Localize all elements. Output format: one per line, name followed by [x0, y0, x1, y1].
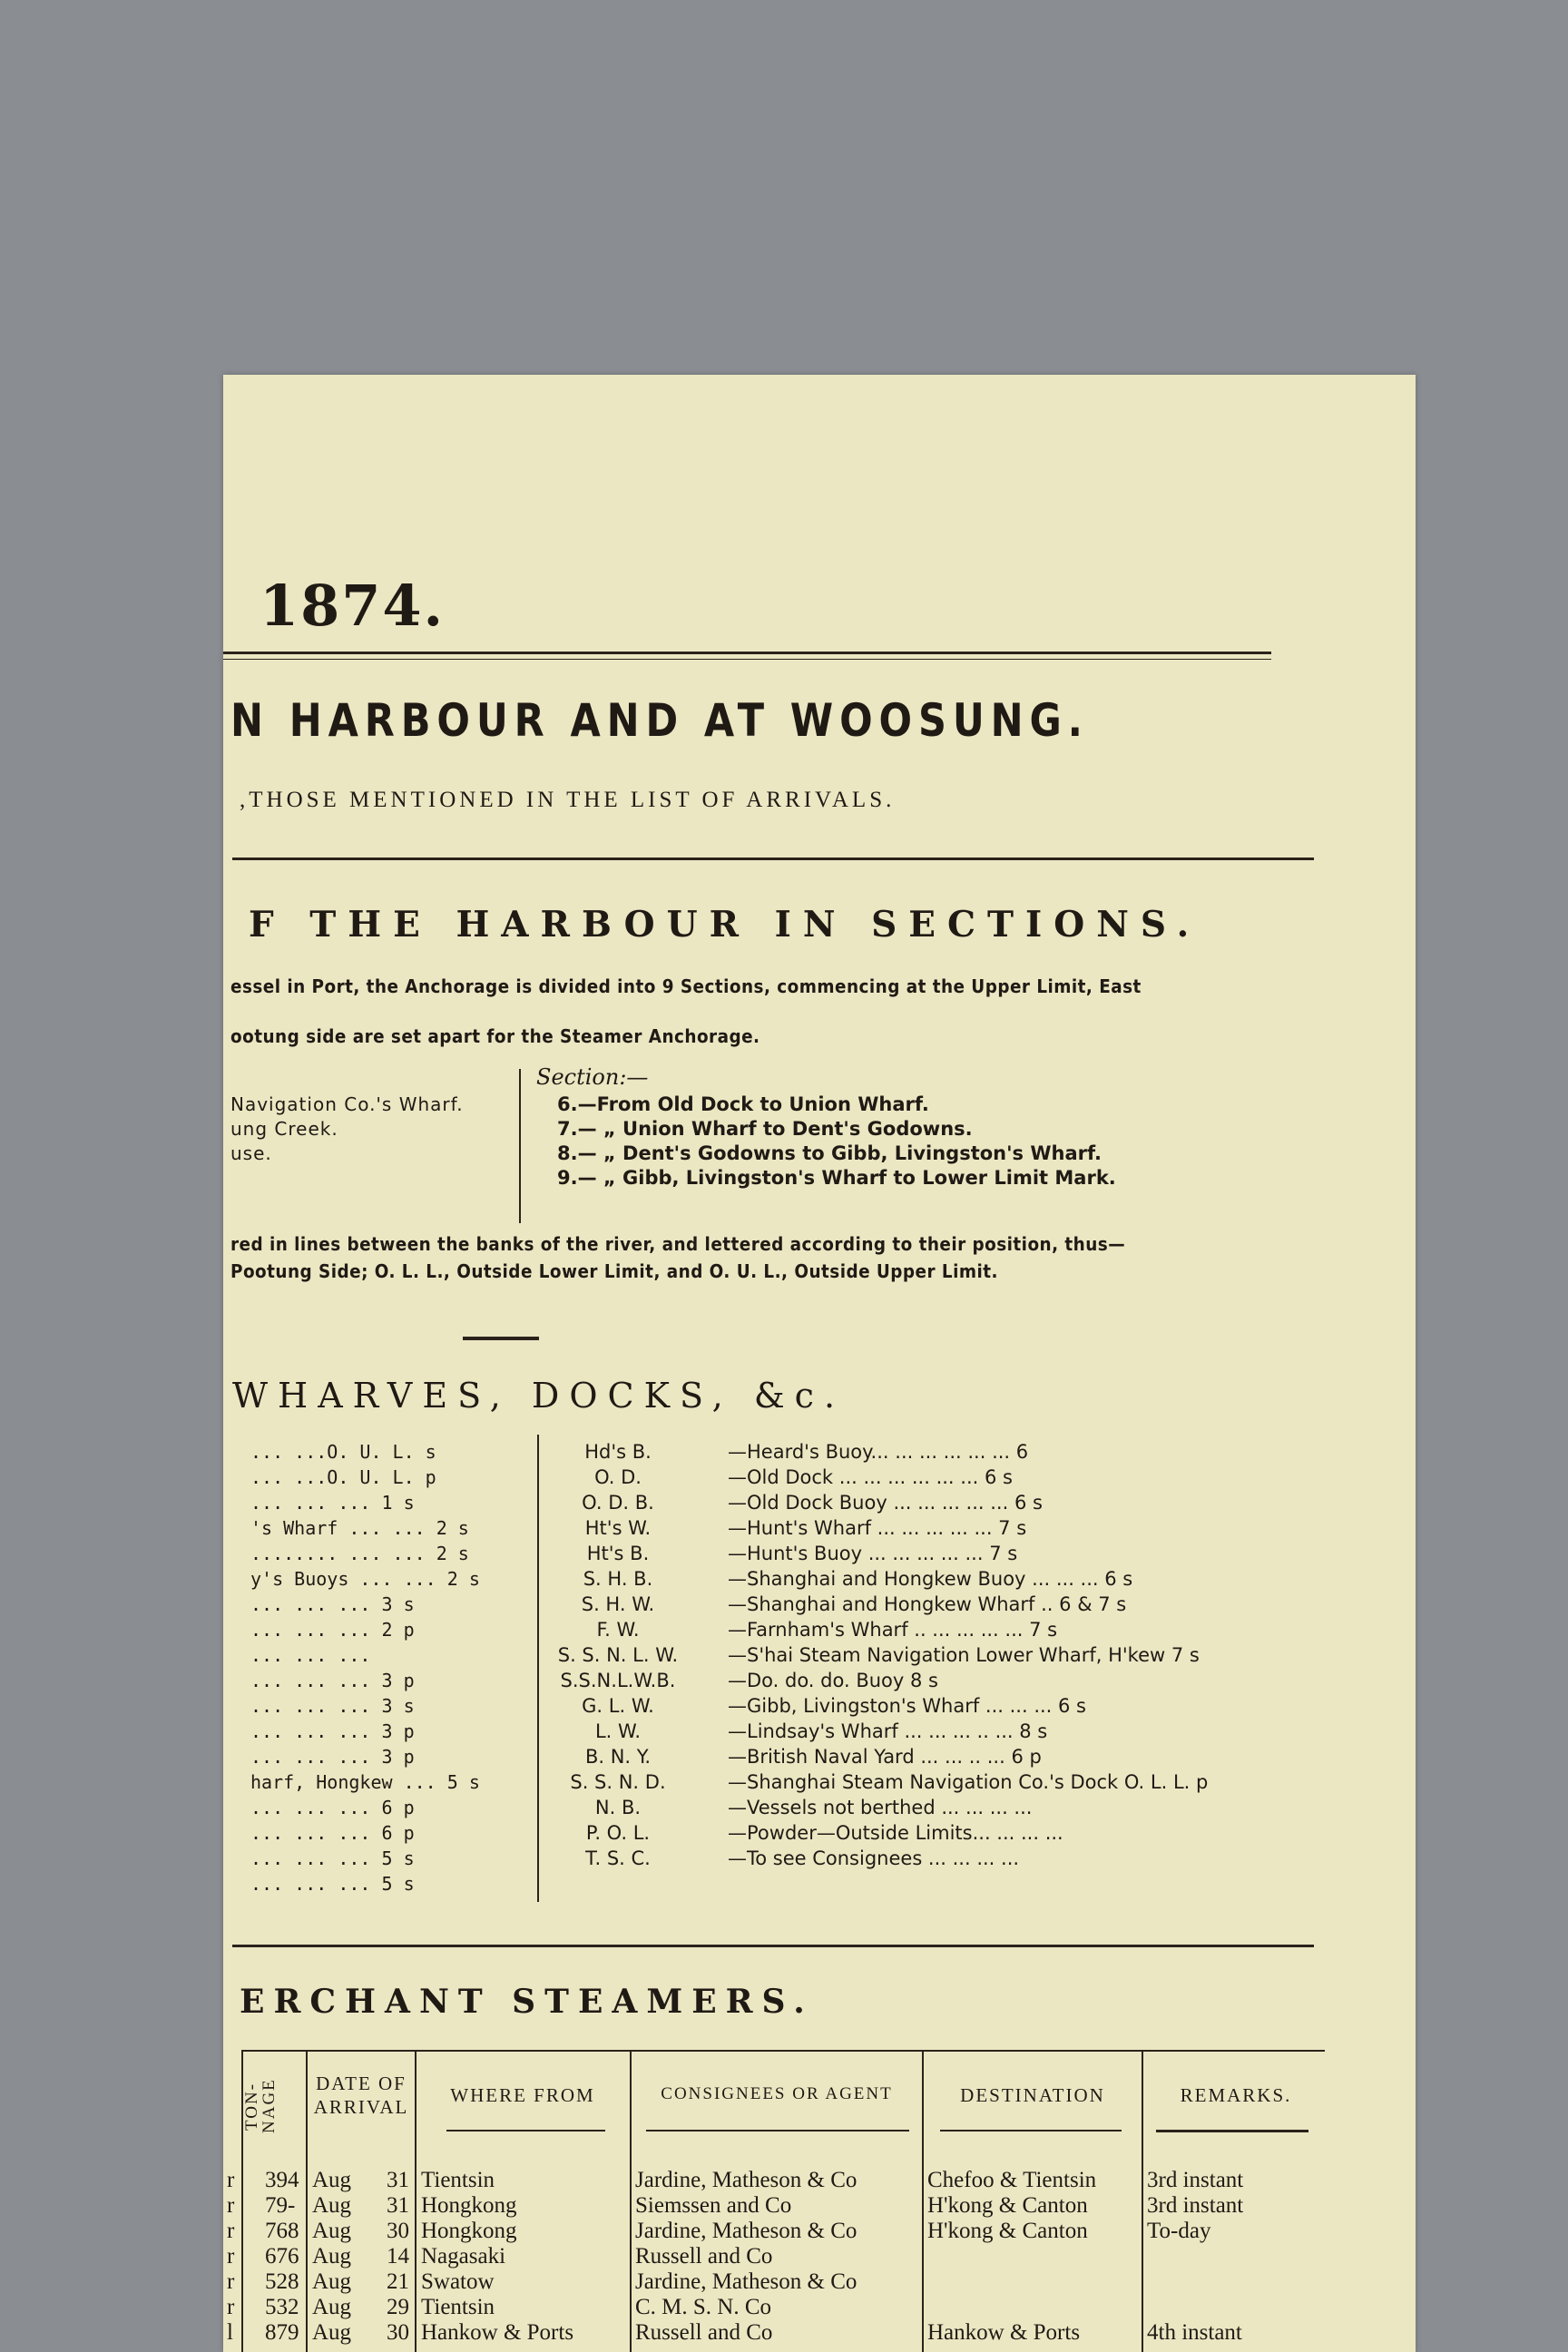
cell-tonnage: 79-	[265, 2193, 296, 2218]
table-col-divider	[922, 2052, 924, 2352]
wharf-left-row: ... ... ... 1 s	[250, 1492, 415, 1514]
wharf-left-row: ... ... ... 6 p	[250, 1797, 415, 1818]
wharf-left-row: ... ... ... 3 p	[250, 1746, 415, 1768]
lines-note-2: Pootung Side; O. L. L., Outside Lower Limit, and O. U. L., Outside Upper Limit.	[230, 1260, 998, 1282]
wharf-desc: —Heard's Buoy... ... ... ... ... ... 6	[728, 1441, 1029, 1463]
header-destination: DESTINATION	[960, 2084, 1105, 2106]
wharf-abbr: N. B.	[594, 1797, 642, 1818]
wharf-abbr: B. N. Y.	[584, 1746, 652, 1768]
cell-month: Aug	[312, 2244, 352, 2269]
rule-top-thin	[223, 659, 1271, 660]
lines-note-1: red in lines between the banks of the river, and lettered according to their position, thus—	[230, 1233, 1126, 1255]
cell-tonnage: 394	[265, 2168, 299, 2192]
header-underline	[1156, 2130, 1308, 2132]
intro-line-1: essel in Port, the Anchorage is divided into 9 Sections, commencing at the Upper Limit, East	[230, 975, 1142, 997]
wharf-abbr: L. W.	[594, 1720, 642, 1742]
wharf-left-row: ... ... ... 3 s	[250, 1695, 415, 1717]
header-underline	[446, 2130, 605, 2132]
wharf-abbr: Hd's B.	[584, 1441, 652, 1463]
cell-destination: H'kong & Canton	[927, 2193, 1088, 2218]
main-heading: N HARBOUR AND AT WOOSUNG.	[230, 694, 1089, 747]
cell-month: Aug	[312, 2193, 352, 2218]
cell-where-from: Hankow & Ports	[421, 2320, 574, 2345]
wharf-abbr: S.S.N.L.W.B.	[560, 1670, 676, 1691]
wharf-left-row: ........ ... ... 2 s	[250, 1543, 469, 1564]
cell-destination: H'kong & Canton	[927, 2219, 1088, 2243]
wharf-desc: —Hunt's Wharf ... ... ... ... ... 7 s	[728, 1517, 1027, 1539]
section-right-8: 8.— „ Dent's Godowns to Gibb, Livingston's Wharf.	[557, 1142, 1102, 1164]
year-heading: 1874.	[260, 573, 446, 639]
wharf-desc: —Vessels not berthed ... ... ... ...	[728, 1797, 1033, 1818]
cell-flag: r	[227, 2193, 235, 2218]
rule-merchant	[232, 1945, 1314, 1947]
cell-remarks: 4th instant	[1147, 2320, 1242, 2345]
cell-day: 30	[387, 2219, 409, 2243]
table-col-divider	[630, 2052, 632, 2352]
cell-day: 14	[387, 2244, 409, 2269]
cell-tonnage: 528	[265, 2269, 299, 2294]
section-right-7: 7.— „ Union Wharf to Dent's Godowns.	[557, 1118, 973, 1140]
wharf-left-row: ... ... ... 2 p	[250, 1619, 415, 1641]
cell-agent: Jardine, Matheson & Co	[635, 2269, 858, 2294]
rule-top-thick	[223, 652, 1271, 654]
cell-agent: Jardine, Matheson & Co	[635, 2168, 858, 2192]
wharf-desc: —Gibb, Livingston's Wharf ... ... ... 6 s	[728, 1695, 1087, 1717]
wharf-left-row: ... ... ... 6 p	[250, 1822, 415, 1844]
header-tonnage: TON-NAGE	[242, 2078, 279, 2134]
cell-day: 31	[387, 2168, 409, 2192]
merchant-steamers-heading: ERCHANT STEAMERS.	[240, 1983, 814, 2021]
rule-section	[232, 858, 1314, 860]
header-consignees: CONSIGNEES OR AGENT	[661, 2084, 893, 2103]
table-col-divider	[415, 2052, 416, 2352]
wharf-abbr: Ht's W.	[584, 1517, 652, 1539]
wharf-abbr: O. D.	[594, 1466, 642, 1488]
cell-flag: r	[227, 2269, 235, 2294]
section-right-9: 9.— „ Gibb, Livingston's Wharf to Lower Limit Mark.	[557, 1167, 1116, 1189]
table-col-divider	[1142, 2052, 1143, 2352]
wharf-left-row: ... ...O. U. L. s	[250, 1441, 436, 1463]
cell-month: Aug	[312, 2219, 352, 2243]
cell-month: Aug	[312, 2269, 352, 2294]
cell-where-from: Swatow	[421, 2269, 495, 2294]
wharf-left-row: ... ... ... 3 s	[250, 1593, 415, 1615]
intro-line-2: ootung side are set apart for the Steamer Anchorage.	[230, 1025, 760, 1047]
cell-month: Aug	[312, 2295, 352, 2319]
wharf-desc: —To see Consignees ... ... ... ...	[728, 1847, 1020, 1869]
wharf-desc: —Do. do. do. Buoy 8 s	[728, 1670, 938, 1691]
wharves-divider	[537, 1435, 539, 1902]
cell-flag: r	[227, 2219, 235, 2243]
cell-agent: Russell and Co	[635, 2244, 773, 2269]
cell-remarks: 3rd instant	[1147, 2168, 1244, 2192]
wharf-abbr: G. L. W.	[582, 1695, 654, 1717]
wharf-left-row: y's Buoys ... ... 2 s	[250, 1568, 480, 1590]
wharf-desc: —Shanghai and Hongkew Wharf .. 6 & 7 s	[728, 1593, 1127, 1615]
cell-flag: r	[227, 2295, 235, 2319]
cell-tonnage: 676	[265, 2244, 299, 2269]
cell-tonnage: 532	[265, 2295, 299, 2319]
cell-destination: Chefoo & Tientsin	[927, 2168, 1097, 2192]
cell-agent: Siemssen and Co	[635, 2193, 792, 2218]
cell-day: 21	[387, 2269, 409, 2294]
section-left-2: ung Creek.	[230, 1118, 338, 1140]
cell-tonnage: 768	[265, 2219, 299, 2243]
cell-where-from: Hongkong	[421, 2193, 517, 2218]
cell-day: 30	[387, 2320, 409, 2345]
cell-where-from: Hongkong	[421, 2219, 517, 2243]
cell-month: Aug	[312, 2168, 352, 2192]
header-where-from: WHERE FROM	[450, 2084, 595, 2106]
sections-heading: F THE HARBOUR IN SECTIONS.	[249, 904, 1201, 946]
wharf-left-row: ... ... ... 3 p	[250, 1720, 415, 1742]
wharf-abbr: S. S. N. D.	[570, 1771, 666, 1793]
wharf-desc: —Shanghai Steam Navigation Co.'s Dock O. L. L. p	[728, 1771, 1209, 1793]
wharf-desc: —Old Dock ... ... ... ... ... ... 6 s	[728, 1466, 1013, 1488]
wharf-left-row: 's Wharf ... ... 2 s	[250, 1517, 469, 1539]
cell-day: 31	[387, 2193, 409, 2218]
wharves-heading: WHARVES, DOCKS, &c.	[232, 1376, 846, 1416]
sub-heading: ,THOSE MENTIONED IN THE LIST OF ARRIVALS.	[240, 788, 896, 812]
section-left-3: use.	[230, 1142, 272, 1164]
cell-agent: Jardine, Matheson & Co	[635, 2219, 858, 2243]
cell-flag: r	[227, 2168, 235, 2192]
wharf-desc: —S'hai Steam Navigation Lower Wharf, H'kew 7 s	[728, 1644, 1200, 1666]
section-left-1: Navigation Co.'s Wharf.	[230, 1093, 464, 1115]
cell-remarks: To-day	[1147, 2219, 1211, 2243]
cell-tonnage: 879	[265, 2320, 299, 2345]
cell-where-from: Tientsin	[421, 2168, 495, 2192]
cell-agent: Russell and Co	[635, 2320, 773, 2345]
wharf-left-row: ... ... ... 5 s	[250, 1873, 415, 1895]
wharf-desc: —Hunt's Buoy ... ... ... ... ... 7 s	[728, 1543, 1018, 1564]
short-rule	[463, 1337, 539, 1340]
wharf-desc: —Powder—Outside Limits... ... ... ...	[728, 1822, 1063, 1844]
cell-month: Aug	[312, 2320, 352, 2345]
wharf-abbr: S. S. N. L. W.	[557, 1644, 679, 1666]
cell-remarks: 3rd instant	[1147, 2193, 1244, 2218]
wharf-left-row: harf, Hongkew ... 5 s	[250, 1771, 480, 1793]
table-top-rule	[241, 2050, 1325, 2052]
wharf-left-row: ... ... ... 3 p	[250, 1670, 415, 1691]
wharf-desc: —Old Dock Buoy ... ... ... ... ... 6 s	[728, 1492, 1043, 1514]
wharf-desc: —Farnham's Wharf .. ... ... ... ... 7 s	[728, 1619, 1058, 1641]
header-underline	[940, 2130, 1122, 2132]
table-col-divider	[306, 2052, 308, 2352]
header-remarks: REMARKS.	[1180, 2084, 1292, 2106]
newspaper-page	[223, 375, 1416, 2352]
sections-divider	[519, 1069, 521, 1223]
cell-where-from: Nagasaki	[421, 2244, 506, 2269]
wharf-desc: —Lindsay's Wharf ... ... ... .. ... 8 s	[728, 1720, 1048, 1742]
wharf-abbr: F. W.	[596, 1619, 640, 1641]
wharf-abbr: P. O. L.	[585, 1822, 651, 1844]
section-label: Section:—	[536, 1064, 649, 1090]
cell-destination: Hankow & Ports	[927, 2320, 1081, 2345]
wharf-abbr: T. S. C.	[585, 1847, 651, 1869]
cell-flag: r	[227, 2244, 235, 2269]
wharf-abbr: S. H. W.	[581, 1593, 655, 1615]
cell-day: 29	[387, 2295, 409, 2319]
header-underline	[646, 2130, 909, 2132]
section-right-6: 6.—From Old Dock to Union Wharf.	[557, 1093, 929, 1115]
wharf-abbr: S. H. B.	[583, 1568, 653, 1590]
cell-agent: C. M. S. N. Co	[635, 2295, 772, 2319]
wharf-left-row: ... ...O. U. L. p	[250, 1466, 436, 1488]
cell-where-from: Tientsin	[421, 2295, 495, 2319]
cell-flag: l	[227, 2320, 233, 2345]
wharf-left-row: ... ... ...	[250, 1644, 371, 1666]
wharf-desc: —British Naval Yard ... ... .. ... 6 p	[728, 1746, 1042, 1768]
wharf-abbr: O. D. B.	[582, 1492, 654, 1514]
header-date-of-arrival: DATE OF ARRIVAL	[313, 2073, 409, 2118]
wharf-abbr: Ht's B.	[586, 1543, 650, 1564]
wharf-left-row: ... ... ... 5 s	[250, 1847, 415, 1869]
wharf-desc: —Shanghai and Hongkew Buoy ... ... ... 6 s	[728, 1568, 1133, 1590]
